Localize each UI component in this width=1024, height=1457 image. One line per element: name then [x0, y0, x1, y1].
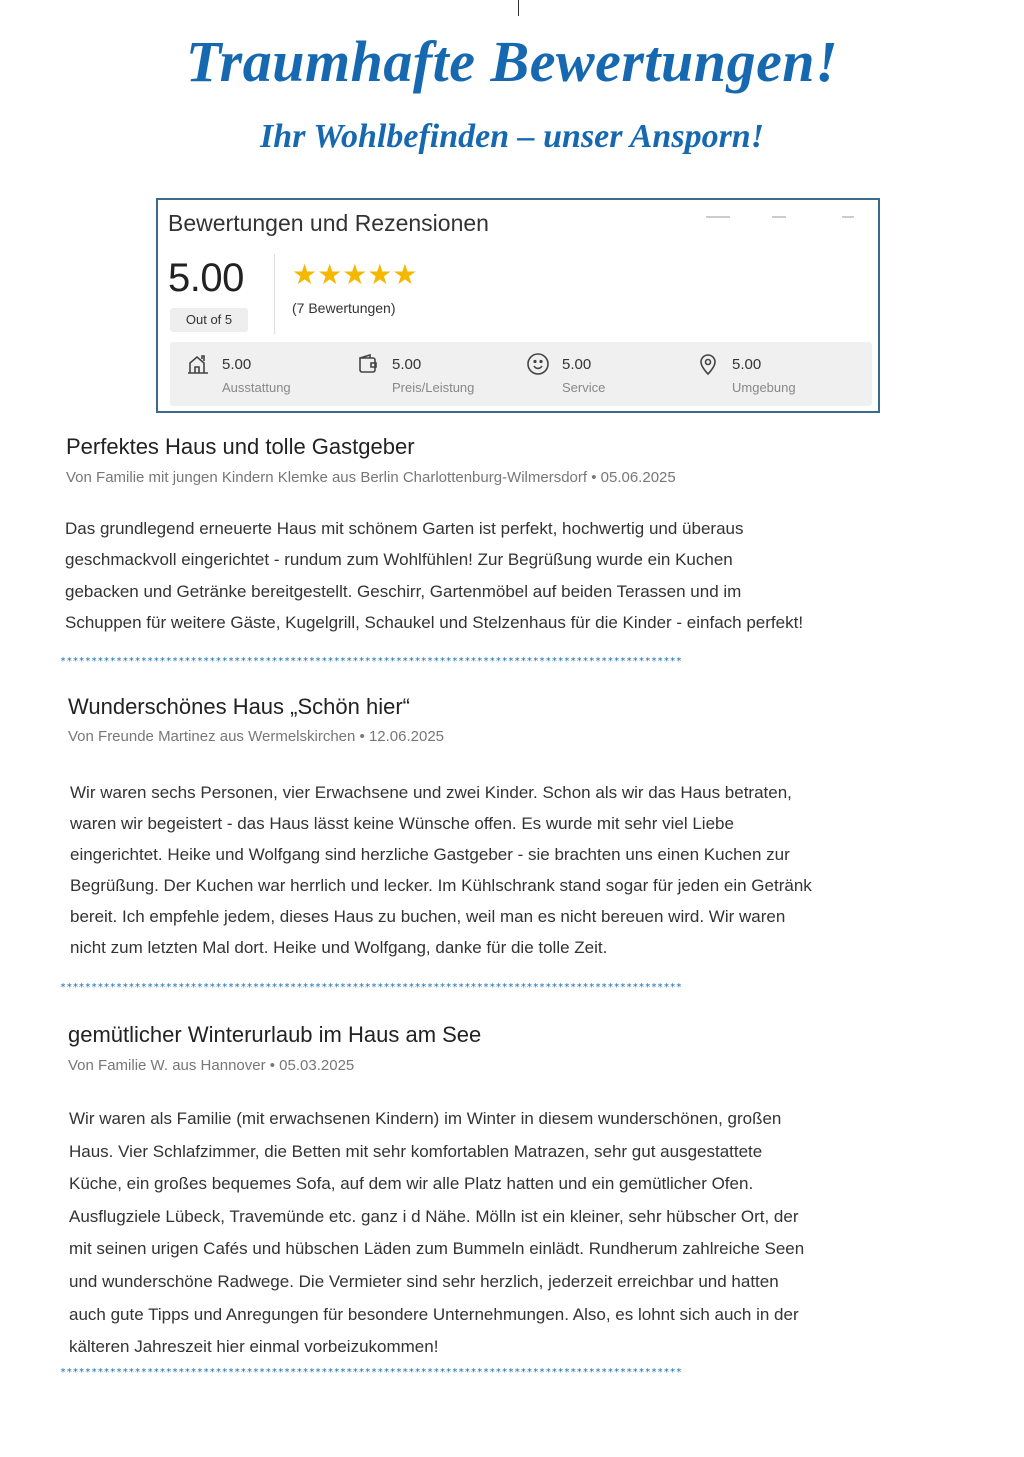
divider	[274, 254, 275, 334]
category-value: 5.00	[392, 356, 422, 373]
review-line: gebacken und Getränke bereitgestellt. Geschirr, Gartenmöbel auf beiden Terassen und im	[65, 581, 742, 601]
review-line: Schuppen für weitere Gäste, Kugelgrill, Schaukel und Stelzenhaus für die Kinder - einfach perfekt!	[65, 612, 804, 632]
review-body	[65, 513, 945, 638]
separator-line: ****************************************************************************************************	[60, 657, 683, 667]
house-icon	[186, 352, 210, 376]
review-line: Ausflugziele Lübeck, Travemünde etc. ganz i d Nähe. Mölln ist ein kleiner, sehr hübscher Ort, der	[69, 1206, 799, 1226]
category-label: Ausstattung	[222, 380, 291, 395]
text-cursor	[518, 0, 519, 16]
review-line: Wir waren sechs Personen, vier Erwachsene und zwei Kinder. Schon als wir das Haus betraten,	[70, 783, 792, 802]
category-value: 5.00	[222, 356, 252, 373]
category-preis-leistung	[340, 342, 510, 406]
review-line: auch gute Tipps und Anregungen für besondere Unternehmungen. Also, es lohnt sich auch in der	[69, 1304, 799, 1324]
review-line: Das grundlegend erneuerte Haus mit schönem Garten ist perfekt, hochwertig und überaus	[65, 519, 744, 538]
review-line: Küche, ein großes bequemes Sofa, auf dem wir alle Platz hatten und ein gemütlicher Ofen.	[69, 1174, 754, 1194]
review-line: nicht zum letzten Mal dort. Heike und Wolfgang, danke für die tolle Zeit.	[70, 937, 608, 957]
rating-box-heading: Bewertungen und Rezensionen	[168, 210, 489, 236]
category-ratings	[170, 342, 872, 406]
category-label: Preis/Leistung	[392, 380, 475, 395]
review-count: (7 Bewertungen)	[292, 300, 396, 316]
review-title: gemütlicher Winterurlaub im Haus am See	[68, 1022, 482, 1047]
location-pin-icon	[696, 352, 720, 376]
review-line: mit seinen urigen Cafés und hübschen Läden zum Bummeln einlädt. Rundherum zahlreiche Seen	[69, 1239, 805, 1259]
review-body	[70, 778, 950, 963]
review-line: geschmackvoll eingerichtet - rundum zum Wohlfühlen! Zur Begrüßung wurde ein Kuchen	[65, 550, 733, 570]
review-meta: Von Freunde Martinez aus Wermelskirchen • 12.06.2025	[68, 728, 445, 745]
rating-summary-box	[156, 198, 880, 413]
faded-mark	[706, 216, 730, 218]
category-ausstattung	[170, 342, 340, 406]
category-label: Umgebung	[732, 380, 796, 395]
review-line: Haus. Vier Schlafzimmer, die Betten mit sehr komfortablen Matrazen, sehr gut ausgestattete	[69, 1141, 763, 1161]
review-title: Perfektes Haus und tolle Gastgeber	[66, 434, 415, 459]
smiley-icon	[526, 352, 550, 376]
category-label: Service	[562, 380, 606, 395]
star-rating: ★★★★★	[292, 259, 418, 290]
review-body	[69, 1103, 949, 1364]
review-meta: Von Familie W. aus Hannover • 05.03.2025	[68, 1057, 355, 1074]
out-of-badge: Out of 5	[170, 308, 248, 332]
category-umgebung	[680, 342, 850, 406]
review-meta: Von Familie mit jungen Kindern Klemke aus Berlin Charlottenburg-Wilmersdorf • 05.06.2025	[66, 469, 676, 486]
wallet-icon	[356, 352, 380, 376]
category-service	[510, 342, 680, 406]
overall-score: 5.00	[168, 256, 244, 300]
category-value: 5.00	[562, 356, 592, 373]
review-line: Wir waren als Familie (mit erwachsenen Kindern) im Winter in diesem wunderschönen, großen	[69, 1109, 782, 1128]
separator-line: ****************************************************************************************************	[60, 1368, 683, 1378]
review-line: Begrüßung. Der Kuchen war herrlich und lecker. Im Kühlschrank stand sogar für jeden ein Getränk	[70, 875, 812, 895]
review-line: waren wir begeistert - das Haus lässt keine Wünsche offen. Es wurde mit sehr viel Liebe	[70, 813, 734, 833]
page-title: Traumhafte Bewertungen!	[185, 29, 839, 94]
review-title: Wunderschönes Haus „Schön hier“	[68, 694, 410, 719]
category-value: 5.00	[732, 356, 762, 373]
faded-mark	[772, 216, 786, 218]
review-line: und wunderschöne Radwege. Die Vermieter sind sehr herzlich, jederzeit erreichbar und hatten	[69, 1271, 779, 1291]
page-subtitle: Ihr Wohlbefinden – unser Ansporn!	[260, 118, 764, 155]
separator-line: ****************************************************************************************************	[60, 983, 683, 993]
review-line: eingerichtet. Heike und Wolfgang sind herzliche Gastgeber - sie brachten uns einen Kuchen zur	[70, 844, 790, 864]
review-line: bereit. Ich empfehle jedem, dieses Haus zu buchen, weil man es nicht bereuen wird. Wir waren	[70, 906, 786, 926]
faded-mark	[842, 216, 854, 218]
review-line: kälteren Jahreszeit hier einmal vorbeizukommen!	[69, 1337, 439, 1357]
